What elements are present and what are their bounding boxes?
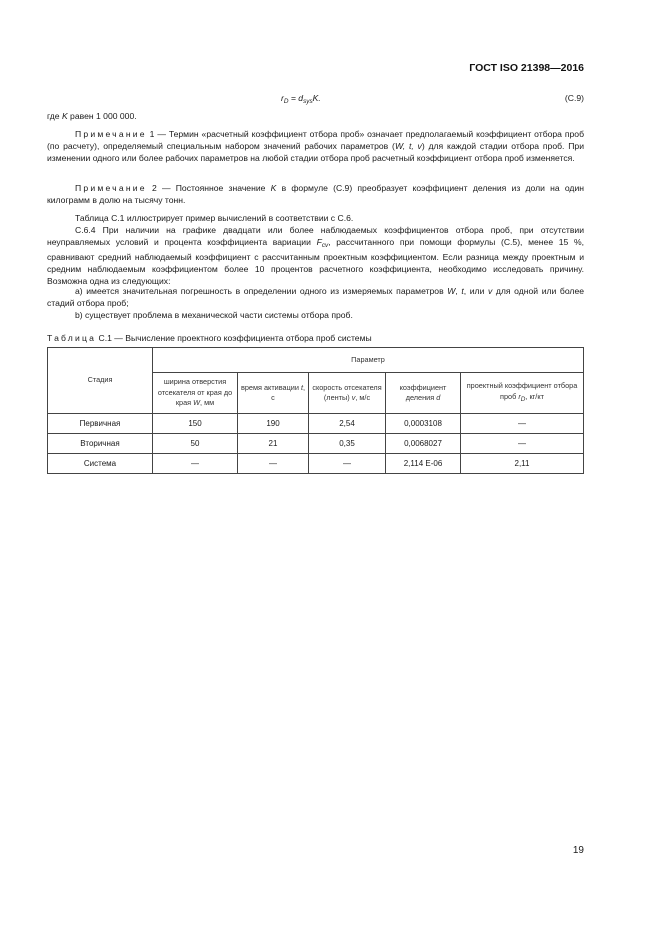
note-1-label: Примечание (75, 129, 147, 139)
table-cell: 2,114 Е-06 (386, 454, 461, 474)
table-row (48, 454, 584, 474)
formula-eq: = d (288, 93, 304, 103)
table-cell: 2,11 (461, 454, 584, 474)
list-item-a: a) имеется значительная погрешность в определении одного из измеряемых параметров W, t, или v для одной или более стадий отбора проб; (47, 286, 585, 308)
table-row (48, 414, 584, 434)
table-cell: — (238, 454, 309, 474)
table-caption-label: Таблица (47, 333, 97, 343)
note-1: Примечание 1 — Термин «расчетный коэффициент отбора проб» означает предполагаемый коэффициент отбора проб (по расчету), определяемый специальным набором значений рабочих параметров (W, t, v) для каждой стадии отбора проб. При изменении одного или более рабочих параметров на любой стадии отбора проб расчетный коэффициент отбора проб изменяется. (47, 129, 584, 163)
col-header-time: время активации t, с (238, 373, 309, 414)
col-header-division: коэффициент деления d (386, 373, 461, 414)
col-header-speed: скорость отсекателя (ленты) v, м/с (309, 373, 386, 414)
page-number: 19 (572, 845, 584, 856)
formula-r: r (281, 93, 284, 103)
table-cell: 0,0003108 (386, 414, 461, 434)
doc-header: ГОСТ ISO 21398—2016 (469, 62, 584, 74)
paragraph-table-ref: Таблица С.1 иллюстрирует пример вычислений в соответствии с С.6. (75, 213, 354, 223)
data-table (47, 347, 584, 474)
formula-number: (С.9) (564, 93, 584, 103)
col-header-parameter: Параметр (153, 348, 584, 373)
table-cell: 150 (153, 414, 238, 434)
table-cell: 50 (153, 434, 238, 454)
table-cell: — (153, 454, 238, 474)
note-2: Примечание 2 — Постоянное значение K в формуле (С.9) преобразует коэффициент деления из доли на один килограмм в долю на тысячу тонн. (47, 183, 584, 205)
table-cell: — (309, 454, 386, 474)
table-cell: 0,35 (309, 434, 386, 454)
note-2-label: Примечание (75, 183, 147, 193)
table-caption: Таблица С.1 — Вычисление проектного коэффициента отбора проб системы (47, 333, 372, 343)
formula-tail: K. (312, 93, 321, 103)
formula-r-sub: D (283, 98, 289, 105)
table-cell: Первичная (48, 414, 153, 434)
table-cell: 2,54 (309, 414, 386, 434)
list-item-b: b) существует проблема в механической части системы отбора проб. (75, 310, 353, 320)
where-text: где K равен 1 000 000. (47, 111, 137, 121)
col-header-width: ширина отверстия отсекателя от края до края W, мм (153, 373, 238, 414)
table-cell: Вторичная (48, 434, 153, 454)
table-cell: 0,0068027 (386, 434, 461, 454)
table-row (48, 434, 584, 454)
formula-d-sub: sys (303, 98, 313, 105)
paragraph-c64: С.6.4 При наличии на графике двадцати или более наблюдаемых коэффициентов отбора проб, при отсутствии неуправляемых условий и процента коэффициента вариации $F_{cv}$, рассчитанного при помощи формулы (С.5), менее 15 %, сравнивают средний наблюдаемый коэффициент с рассчитанным проектным коэффициентом. Если разница между проектным и средним наблюдаемым коэффициентом более 10 процентов расчетного коэффициента, необходимо исследовать причину. Возможна одна из следующих: (47, 225, 584, 286)
col-header-stage: Стадия (48, 348, 153, 414)
table-cell: — (461, 414, 584, 434)
table-cell: Система (48, 454, 153, 474)
table-cell: 190 (238, 414, 309, 434)
table-cell: — (461, 434, 584, 454)
formula (281, 93, 321, 105)
col-header-design-ratio: проектный коэффициент отбора проб rD, кг/кт (461, 373, 584, 414)
table-cell: 21 (238, 434, 309, 454)
